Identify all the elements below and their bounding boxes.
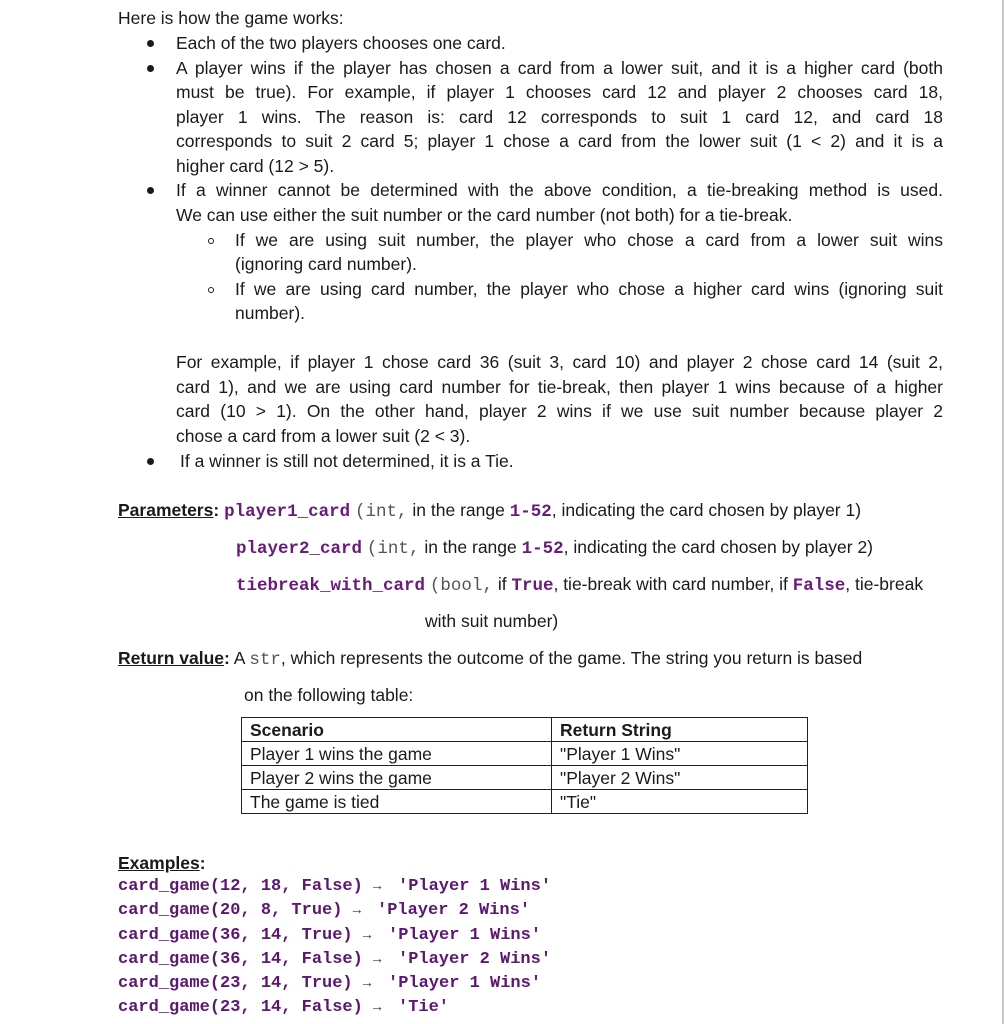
sub-bullet-icon xyxy=(208,238,214,244)
parameters-row-2: player2_card (int, in the range 1-52, indicating the card chosen by player 2) xyxy=(236,537,873,559)
examples-label: Examples xyxy=(118,853,200,873)
sub-bullet-icon xyxy=(208,287,214,293)
arrow-icon: → xyxy=(373,879,382,895)
sub-bullet-1-line-1: If we are using suit number, the player who chose a card from a lower suit wins xyxy=(235,230,943,250)
example-line xyxy=(118,974,371,993)
example-para-line-2: card 1), and we are using card number for tie-break, then player 1 wins because of a higher xyxy=(176,377,943,397)
param-mid-tiebreak: , tie-break with card number, if xyxy=(553,574,788,594)
table-cell-scenario: The game is tied xyxy=(242,790,552,814)
table-cell-scenario: Player 1 wins the game xyxy=(242,742,552,766)
example-para-line-3: card (10 > 1). On the other hand, player 2 wins if we use suit number because player 2 xyxy=(176,401,943,421)
param-type-player2: int xyxy=(377,539,409,559)
bullet-2-line-1: A player wins if the player has chosen a card from a lower suit, and it is a higher card (both xyxy=(176,58,943,78)
table-header-row xyxy=(242,718,808,742)
example-result: 'Player 1 Wins' xyxy=(388,974,542,993)
arrow-icon: → xyxy=(373,952,382,968)
arrow-icon: → xyxy=(352,903,362,919)
param-if-tiebreak: if xyxy=(497,574,507,594)
bullet-icon xyxy=(147,65,154,72)
param-desc-player2: , indicating the card chosen by player 2) xyxy=(563,537,873,557)
example-line xyxy=(118,998,381,1017)
table-cell-return: "Player 2 Wins" xyxy=(552,766,808,790)
arrow-icon: → xyxy=(362,976,372,992)
table-cell-return: "Player 1 Wins" xyxy=(552,742,808,766)
table-header-return-string: Return String xyxy=(552,718,808,742)
sub-bullet-2-line-1: If we are using card number, the player who chose a higher card wins (ignoring suit xyxy=(235,279,943,299)
sub-bullet-2-line-2: number). xyxy=(235,303,306,323)
parameters-row-3: tiebreak_with_card (bool, if True, tie-break with card number, if False, tie-break xyxy=(236,574,924,596)
return-value-desc: , which represents the outcome of the game. The string you return is based xyxy=(280,648,863,668)
bullet-3-line-1: If a winner cannot be determined with the above condition, a tie-breaking method is used. xyxy=(176,180,943,200)
example-call: card_game(23, 14, True) xyxy=(118,974,353,993)
example-call: card_game(12, 18, False) xyxy=(118,877,363,896)
example-call: card_game(20, 8, True) xyxy=(118,901,343,920)
example-line xyxy=(118,950,381,969)
arrow-icon: → xyxy=(373,1000,382,1016)
param-range-player2: 1-52 xyxy=(521,539,564,559)
example-result: 'Player 2 Wins' xyxy=(398,950,552,969)
example-para-line-1: For example, if player 1 chose card 36 (suit 3, card 10) and player 2 chose card 14 (suit 2, xyxy=(176,352,943,372)
param-tiebreak-cont: with suit number) xyxy=(425,611,559,631)
example-line xyxy=(118,901,361,920)
param-type-player1: int xyxy=(365,502,397,522)
example-line xyxy=(118,926,371,945)
example-call: card_game(36, 14, True) xyxy=(118,926,353,945)
example-result: 'Player 2 Wins' xyxy=(377,901,531,920)
bullet-2-line-2: must be true). For example, if player 1 chooses card 12 and player 2 chooses card 18, xyxy=(176,82,943,102)
bullet-4-text: If a winner is still not determined, it is a Tie. xyxy=(180,451,514,471)
intro-text: Here is how the game works: xyxy=(118,8,344,28)
return-table xyxy=(241,717,808,814)
bullet-2-line-3: player 1 wins. The reason is: card 12 corresponds to suit 1 card 12, and card 18 xyxy=(176,107,943,127)
return-value-cont: on the following table: xyxy=(244,685,414,705)
table-row xyxy=(242,766,808,790)
bullet-2-line-5: higher card (12 > 5). xyxy=(176,156,335,176)
param-pre-player2: in the range xyxy=(424,537,517,557)
example-call: card_game(36, 14, False) xyxy=(118,950,363,969)
param-name-player1: player1_card xyxy=(224,502,351,522)
return-value-type: str xyxy=(249,650,281,670)
return-value-row: Return value: A str, which represents the outcome of the game. The string you return is based xyxy=(118,648,863,670)
bullet-3-line-2: We can use either the suit number or the card number (not both) for a tie-break. xyxy=(176,205,793,225)
bullet-icon xyxy=(147,40,154,47)
return-value-label: Return value xyxy=(118,648,224,668)
table-row xyxy=(242,790,808,814)
example-line xyxy=(118,877,381,896)
param-desc-player1: , indicating the card chosen by player 1) xyxy=(551,500,862,520)
param-true-keyword: True xyxy=(511,576,554,596)
table-cell-scenario: Player 2 wins the game xyxy=(242,766,552,790)
example-result: 'Tie' xyxy=(398,998,450,1017)
param-range-player1: 1-52 xyxy=(509,502,552,522)
examples-heading: Examples: xyxy=(118,853,206,873)
parameters-row-1: Parameters: player1_card (int, in the range 1-52, indicating the card chosen by player 1) xyxy=(118,500,862,522)
parameters-label: Parameters xyxy=(118,500,214,520)
example-result: 'Player 1 Wins' xyxy=(398,877,552,896)
bullet-1-text: Each of the two players chooses one card. xyxy=(176,33,506,53)
bullet-icon xyxy=(147,458,154,465)
param-pre-player1: in the range xyxy=(412,500,505,520)
arrow-icon: → xyxy=(362,928,372,944)
param-false-keyword: False xyxy=(792,576,846,596)
bullet-icon xyxy=(147,187,154,194)
sub-bullet-1-line-2: (ignoring card number). xyxy=(235,254,417,274)
example-call: card_game(23, 14, False) xyxy=(118,998,363,1017)
table-header-scenario: Scenario xyxy=(242,718,552,742)
param-name-tiebreak: tiebreak_with_card xyxy=(236,576,426,596)
param-type-tiebreak: bool xyxy=(440,576,483,596)
example-result: 'Player 1 Wins' xyxy=(388,926,542,945)
return-value-pre: A xyxy=(233,648,245,668)
table-row xyxy=(242,742,808,766)
param-name-player2: player2_card xyxy=(236,539,363,559)
example-para-line-4: chose a card from a lower suit (2 < 3). xyxy=(176,426,471,446)
param-post-tiebreak: , tie-break xyxy=(845,574,924,594)
bullet-2-line-4: corresponds to suit 2 card 5; player 1 chose a card from the lower suit (1 < 2) and it is a xyxy=(176,131,943,151)
table-cell-return: "Tie" xyxy=(552,790,808,814)
